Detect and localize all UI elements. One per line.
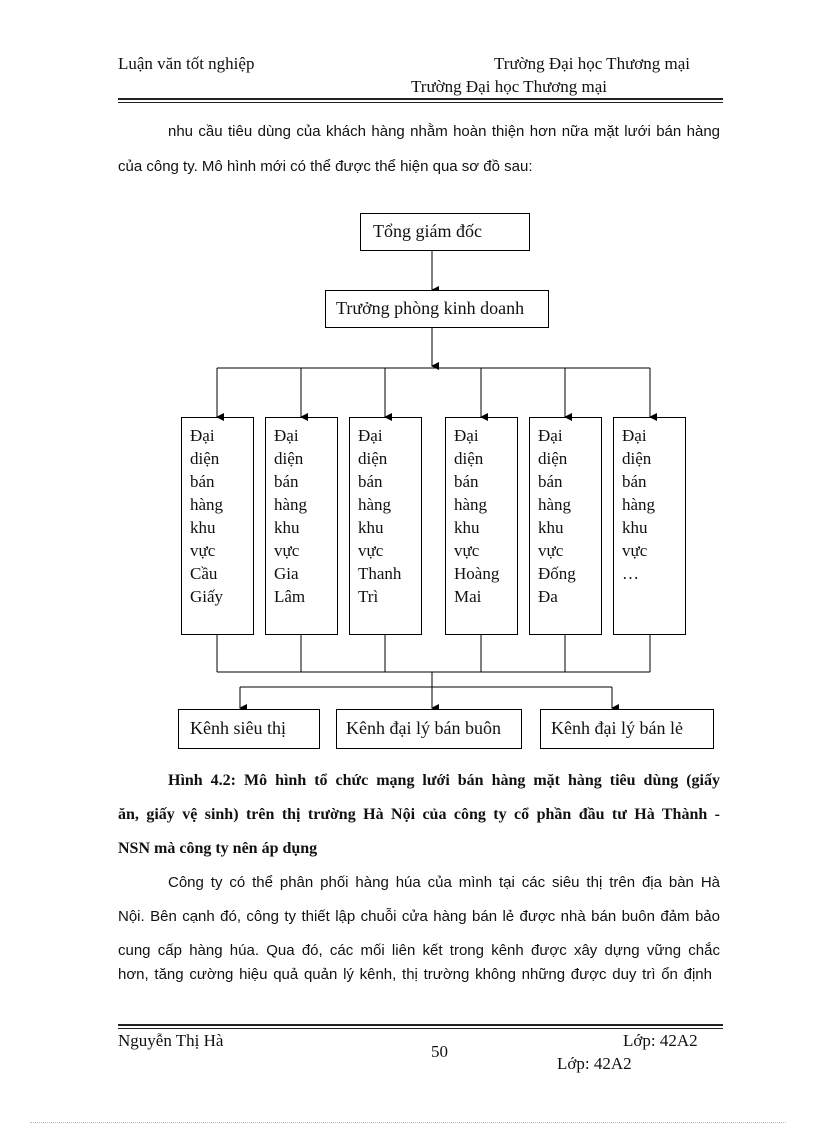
rep-line: bán (454, 472, 479, 491)
rep-line: hàng (190, 495, 224, 514)
rep-line: hàng (622, 495, 656, 514)
sales-head-box (325, 290, 549, 328)
rep-line: khu (538, 518, 564, 537)
rep-line: Đại (538, 426, 563, 445)
rep-line: vực (190, 541, 216, 560)
rep-line: Lâm (274, 587, 306, 606)
channel-retail-box (540, 709, 714, 749)
rep-line: Đại (190, 426, 215, 445)
rep-line: vực (538, 541, 564, 560)
rep-line: hàng (274, 495, 308, 514)
rep-line: Hoàng (454, 564, 500, 583)
rep-line: bán (274, 472, 299, 491)
paragraph-line-1: Công ty có thể phân phối hàng húa của mình tại các siêu thị trên địa bàn Hà (168, 874, 720, 891)
header-left: Luận văn tốt nghiệp (118, 54, 255, 73)
rep-line: khu (622, 518, 648, 537)
rep-line: vực (454, 541, 480, 560)
caption-line-3: NSN mà công ty nên áp dụng (118, 840, 318, 857)
rep-line: Đại (454, 426, 479, 445)
rep-line: hàng (358, 495, 392, 514)
sales-head-label: Trưởng phòng kinh doanh (336, 298, 525, 318)
rep-box-gia-lam (265, 417, 338, 635)
footer-author: Nguyễn Thị Hà (118, 1031, 224, 1050)
rep-line: hàng (538, 495, 572, 514)
rep-line: bán (358, 472, 383, 491)
rep-line: diện (274, 449, 304, 468)
rep-line: hàng (454, 495, 488, 514)
channel-retail-label: Kênh đại lý bán lẻ (551, 718, 683, 738)
channel-supermarket-box (178, 709, 320, 749)
rep-line: Đại (622, 426, 647, 445)
channel-supermarket-label: Kênh siêu thị (190, 718, 286, 738)
footer-rule-thin (118, 1028, 723, 1029)
footer-class: Lớp: 42A2 (623, 1031, 698, 1050)
paragraph-line-3: cung cấp hàng húa. Qua đó, các mối liên kết trong kênh được xây dựng vững chắc (118, 942, 720, 959)
rep-line: diện (358, 449, 388, 468)
intro-line-1: nhu cầu tiêu dùng của khách hàng nhằm hoàn thiện hơn nữa mặt lưới bán hàng (168, 123, 720, 140)
rep-line: Đại (274, 426, 299, 445)
channel-wholesale-label: Kênh đại lý bán buôn (346, 718, 501, 738)
rep-line: diện (454, 449, 484, 468)
rep-line: Trì (358, 587, 379, 606)
rep-line: vực (274, 541, 300, 560)
rep-line: khu (358, 518, 384, 537)
rep-line: diện (190, 449, 220, 468)
rep-lines (274, 424, 307, 608)
header-right-repeat: Trường Đại học Thương mại (411, 77, 608, 96)
rep-line: khu (274, 518, 300, 537)
footer-class-repeat: Lớp: 42A2 (557, 1054, 632, 1073)
paragraph-line-2: Nội. Bên cạnh đó, công ty thiết lập chuỗi cửa hàng bán lẻ được nhà bán buôn đảm bảo (118, 908, 720, 925)
rep-box-hoang-mai (445, 417, 518, 635)
rep-line: Cầu (190, 564, 218, 583)
rep-line: Đống (538, 564, 576, 583)
rep-lines (190, 424, 223, 608)
rep-line: khu (190, 518, 216, 537)
page-number: 50 (431, 1042, 448, 1061)
ceo-label: Tổng giám đốc (373, 221, 482, 241)
paragraph-line-4: hơn, tăng cường hiệu quả quản lý kênh, thị trường không những được duy trì ổn định (118, 966, 712, 983)
rep-line: Mai (454, 587, 482, 606)
rep-lines (358, 424, 401, 608)
rep-line: vực (358, 541, 384, 560)
rep-box-other (613, 417, 686, 635)
rep-lines (454, 424, 499, 608)
rep-line: Gia (274, 564, 299, 583)
caption-line-2: ăn, giấy vệ sinh) trên thị trường Hà Nội của công ty cổ phần đầu tư Hà Thành - (118, 806, 720, 823)
channel-wholesale-box (336, 709, 522, 749)
ceo-box (360, 213, 530, 251)
rep-box-thanh-tri (349, 417, 422, 635)
rep-line: bán (190, 472, 215, 491)
caption-line-1: Hình 4.2: Mô hình tổ chức mạng lưới bán hàng mặt hàng tiêu dùng (giấy (168, 772, 720, 789)
rep-line: vực (622, 541, 648, 560)
rep-lines (622, 424, 655, 585)
rep-line: bán (622, 472, 647, 491)
footer-rule (118, 1024, 723, 1026)
rep-line: diện (622, 449, 652, 468)
header-right: Trường Đại học Thương mại (494, 54, 691, 73)
rep-line: Thanh (358, 564, 402, 583)
rep-box-dong-da (529, 417, 602, 635)
rep-box-cau-giay (181, 417, 254, 635)
rep-line: bán (538, 472, 563, 491)
rep-line: Đa (538, 587, 558, 606)
rep-line: … (622, 564, 639, 583)
rep-line: Giấy (190, 587, 224, 606)
rep-line: Đại (358, 426, 383, 445)
rep-line: diện (538, 449, 568, 468)
rep-line: khu (454, 518, 480, 537)
rep-lines (538, 424, 576, 608)
intro-line-2: của công ty. Mô hình mới có thể được thể hiện qua sơ đồ sau: (118, 158, 533, 175)
